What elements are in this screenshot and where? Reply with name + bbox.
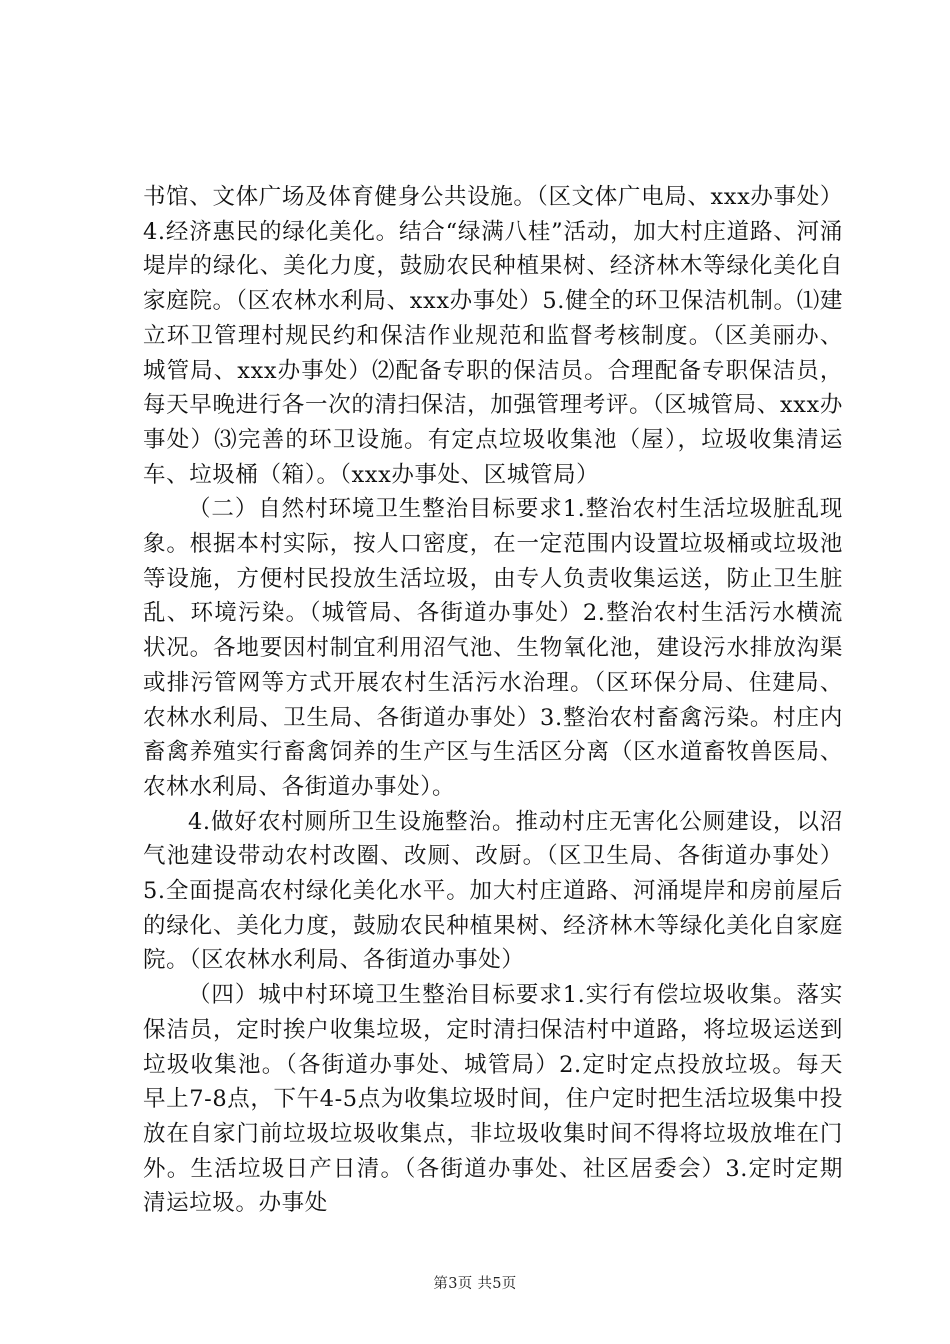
document-body bbox=[143, 180, 843, 1221]
page-number-footer: 第3页 共5页 bbox=[433, 1276, 517, 1292]
paragraph-toilet-greening: 4.做好农村厕所卫生设施整治。推动村庄无害化公厕建设，以沼气池建设带动农村改圈、改厕、改厨。（区卫生局、各街道办事处）5.全面提高农村绿化美化水平。加大村庄道路、河涌堤岸和房前屋后的绿化、美化力度，鼓励农民种植果树、经济林木等绿化美化自家庭院。（区农林水利局、各街道办事处） bbox=[143, 808, 843, 974]
paragraph-continuation: 书馆、文体广场及体育健身公共设施。（区文体广电局、xxx办事处）4.经济惠民的绿化美化。结合“绿满八桂”活动，加大村庄道路、河涌堤岸的绿化、美化力度，鼓励农民种植果树、经济林木等绿化美化自家庭院。（区农林水利局、xxx办事处）5.健全的环卫保洁机制。⑴建立环卫管理村规民约和保洁作业规范和监督考核制度。（区美丽办、城管局、xxx办事处）⑵配备专职的保洁员。合理配备专职保洁员，每天早晚进行各一次的清扫保洁，加强管理考评。（区城管局、xxx办事处）⑶完善的环卫设施。有定点垃圾收集池（屋），垃圾收集清运车、垃圾桶（箱）。（xxx办事处、区城管局） bbox=[143, 184, 843, 488]
paragraph-natural-village: （二）自然村环境卫生整治目标要求1.整治农村生活垃圾脏乱现象。根据本村实际，按人口密度，在一定范围内设置垃圾桶或垃圾池等设施，方便村民投放生活垃圾，由专人负责收集运送，防止卫生脏乱、环境污染。（城管局、各街道办事处）2.整治农村生活污水横流状况。各地要因村制宜利用沼气池、生物氧化池，建设污水排放沟渠或排污管网等方式开展农村生活污水治理。（区环保分局、住建局、农林水利局、卫生局、各街道办事处）3.整治农村畜禽污染。村庄内畜禽养殖实行畜禽饲养的生产区与生活区分离（区水道畜牧兽医局、农林水利局、各街道办事处）。 bbox=[143, 496, 843, 800]
paragraph-urban-village: （四）城中村环境卫生整治目标要求1.实行有偿垃圾收集。落实保洁员，定时挨户收集垃圾，定时清扫保洁村中道路，将垃圾运送到垃圾收集池。（各街道办事处、城管局）2.定时定点投放垃圾。每天早上7-8点，下午4-5点为收集垃圾时间，住户定时把生活垃圾集中投放在自家门前垃圾垃圾收集点，非垃圾收集时间不得将垃圾放堆在门外。生活垃圾日产日清。（各街道办事处、社区居委会）3.定时定期清运垃圾。办事处 bbox=[143, 982, 843, 1217]
